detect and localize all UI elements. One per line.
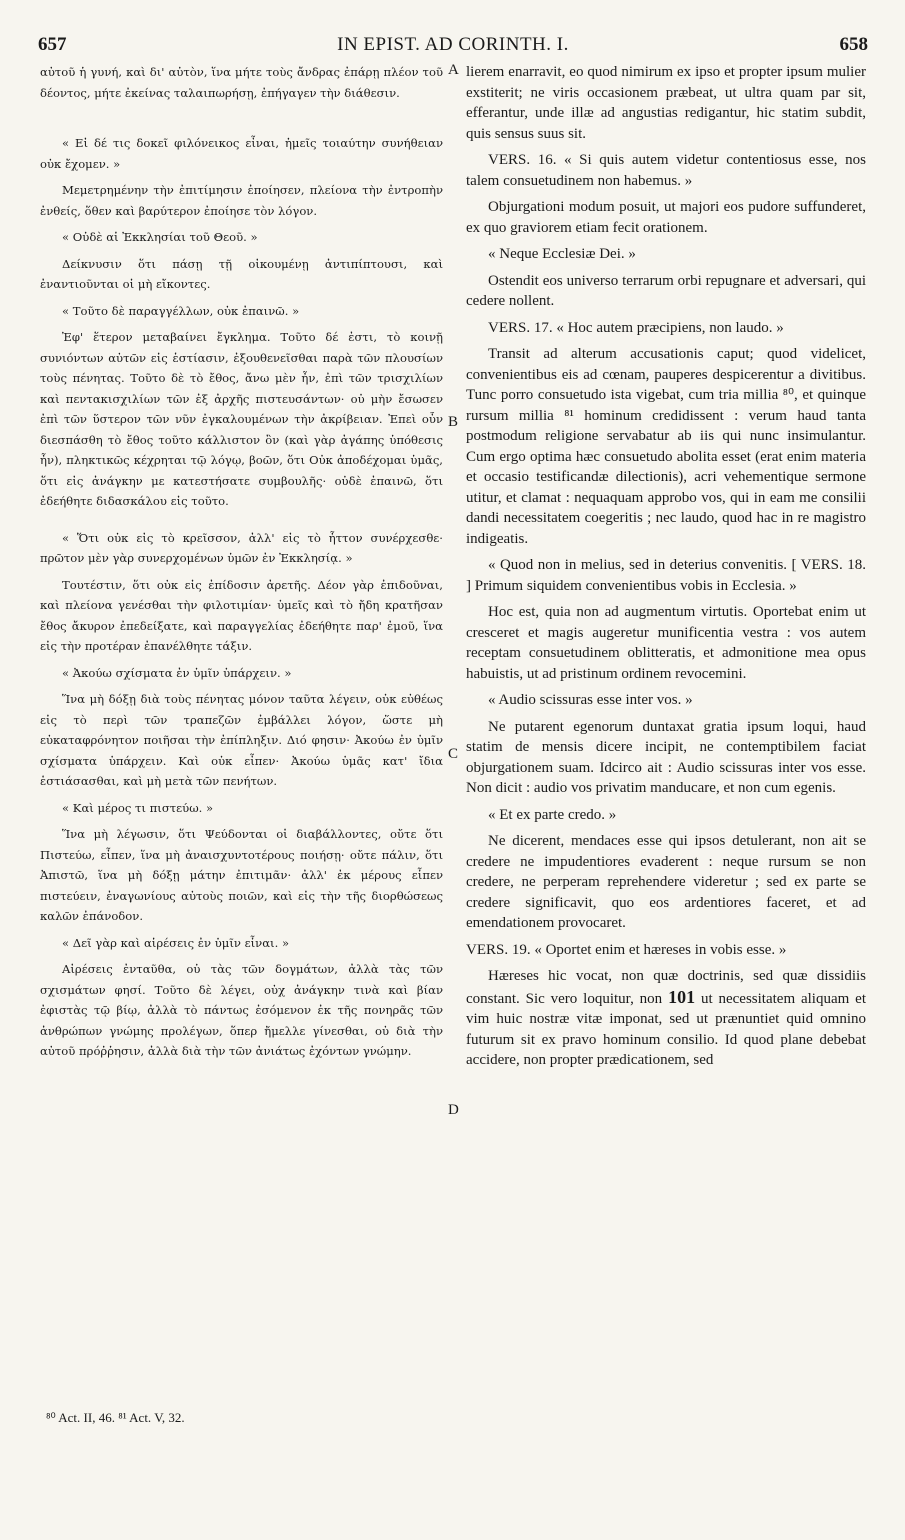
latin-paragraph: Ne dicerent, mendaces esse qui ipsos detulerant, non ait se credere ne impudentiores evaderent : neque rursum se non credere, ne perperam reprehendere videretur ; sed ex parte se credere significavit, quo eos ardentiores faceret, et ad emendationem provocaret. [466, 833, 866, 931]
greek-paragraph: Ἵνα μὴ δόξῃ διὰ τοὺς πένητας μόνον ταῦτα λέγειν, οὐκ εὐθέως εἰς τὸ περὶ τῶν τραπεζῶν ἐμβάλλει λόγον, ὥστε μὴ εὐκαταφρόνητον ποιῆσαι τὴν ἐπίπληξιν. Διό φησιν· Ἀκούω ἐν ὑμῖν σχίσματα ὑπάρχειν. Καὶ οὐκ εἶπεν· Ἀκούω ὑμᾶς κατ' ἴδια ἑστιάσασθαι, καὶ μὴ μετὰ τῶν πενήτων. [40, 692, 443, 788]
greek-lemma: « Ἀκούω σχίσματα ἐν ὑμῖν ὑπάρχειν. » [62, 665, 292, 680]
column-number: 101 [668, 986, 696, 1007]
latin-lemma: « Quod non in melius, sed in deterius convenitis. [ VERS. 18. ] Primum siquidem convenientibus vobis in Ecclesia. » [466, 557, 866, 594]
latin-paragraph-start: Hæreses hic vocat, non quæ doctrinis, sed quæ dissidiis constant. Sic vero loquitur, non [466, 968, 866, 1007]
greek-paragraph: αὐτοῦ ἡ γυνή, καὶ δι' αὐτὸν, ἵνα μήτε τοὺς ἄνδρας ἐπάρῃ πλέον τοῦ δέοντος, μήτε ἐκείνας ταλαιπωρήσῃ, ἐπήγαγεν τὴν διάθεσιν. [40, 65, 443, 100]
greek-paragraph: Ἐφ' ἕτερον μεταβαίνει ἔγκλημα. Τοῦτο δέ ἐστι, τὸ κοινῇ συνιόντων αὐτῶν εἰς ἑστίασιν, ἐξουθενεῖσθαι παρὰ τῶν πλουσίων τοὺς πένητας. Τοῦτο δὲ τὸ ἔθος, ἄνω μὲν ἦν, ἐπὶ τῶν τρισχιλίων καὶ πεντακισχιλίων τῶν ἐξ ἀρχῆς πιστευσάντων· οὐ μὴν ἔσωσεν ἐπὶ τῶν ὕστερον τῶν νῦν ἐγκαλουμένων τὴν ἀκρίβειαν. Ἐπεὶ οὖν διεσπάσθη τὸ ἔθος τοῦτο κάλλιστον ὂν (καὶ γὰρ ἀγάπης ὑπόθεσις ἦν), πληκτικῶς κέχρηται τῷ λόγῳ, βοῶν, ὅτι Οὐκ ἀποδέχομαι ὑμᾶς, ὅτι εἰς ἀνάγκην με κατεστήσατε συμβουλῆς· οὐδὲ ἐπαινῶ, ὅτι ἐδεήθητε διδασκάλου εἰς τοῦτο. [40, 330, 443, 508]
margin-letter-d: D [448, 1102, 459, 1118]
margin-letter-a: A [448, 62, 459, 78]
latin-lemma: « Audio scissuras esse inter vos. » [488, 692, 693, 708]
latin-paragraph [466, 966, 866, 1071]
greek-paragraph: Ἵνα μὴ λέγωσιν, ὅτι Ψεύδονται οἱ διαβάλλοντες, οὔτε ὅτι Πιστεύω, εἶπεν, ἵνα μὴ ἀναισχυντοτέρους ποιήσῃ· οὔτε πάλιν, ὅτι Ἀπιστῶ, ἵνα μὴ δόξῃ μάτην ἐπιτιμᾶν· ἀλλ' ἐκ μέρους εἶπεν πιστεύειν, ἐναγωνίους αὐτοὺς ποιῶν, καὶ εἰς τὴν τῆς διορθώσεως καλῶν ἐπάνοδον. [40, 827, 443, 923]
greek-paragraph: Μεμετρημένην τὴν ἐπιτίμησιν ἐποίησεν, πλείονα τὴν ἐντροπὴν ἐνθείς, ὅθεν καὶ βαρύτερον ἐποίησε τὸν λόγον. [40, 183, 443, 218]
running-header [38, 34, 868, 58]
page-number-left: 657 [38, 34, 67, 55]
latin-column [466, 62, 866, 1077]
greek-lemma: « Εἰ δέ τις δοκεῖ φιλόνεικος εἶναι, ἡμεῖς τοιαύτην συνήθειαν οὐκ ἔχομεν. » [40, 136, 443, 171]
latin-paragraph: lierem enarravit, eo quod nimirum ex ipso et propter ipsum mulier exstiterit; ne viris occasionem præbeat, ut ultra quam par sit, efferantur, unde illæ ad angustias redigantur, hic statim subdit, quis sensus suus sit. [466, 64, 866, 142]
greek-lemma: « Δεῖ γὰρ καὶ αἱρέσεις ἐν ὑμῖν εἶναι. » [62, 935, 290, 950]
latin-lemma: VERS. 17. « Hoc autem præcipiens, non laudo. » [488, 319, 784, 336]
footnotes: ⁸⁰ Act. II, 46. ⁸¹ Act. V, 32. [46, 1410, 185, 1425]
latin-paragraph: Transit ad alterum accusationis caput; quod videlicet, convenientibus eis ad cœnam, pauperes despicerentur a divitibus. Tunc porro consuetudo ista vigebat, cum tria millia ⁸⁰, et quinque rursum millia ⁸¹ hominum credidissent : verum haud tanta postmodum religione servabatur ab iis qui nunc insimulantur. Cum ergo optima hæc consuetudo abolita esset (erat enim materia et occasio testificandæ dilectionis), acri vehementique sermone utitur, et clamat : nequaquam approbo vos, qui in eam me consilii dandi necessitatem coegeritis ; nec laudo, quod hac in re magistro indigeatis. [466, 346, 866, 547]
latin-paragraph: Hoc est, quia non ad augmentum virtutis. Oportebat enim ut cresceret et magis augeretur munificentia vestra : vos autem receptam consuetudinem oblitteratis, et admonitione mea opus habuistis, ut ad pristinum ordinem revocemini. [466, 604, 866, 682]
latin-lemma: « Et ex parte credo. » [488, 806, 617, 823]
greek-column [40, 62, 443, 1068]
margin-letter-b: B [448, 414, 459, 430]
margin-letter-c: C [448, 746, 459, 762]
latin-paragraph: Ostendit eos universo terrarum orbi repugnare et adversari, qui cedere nollent. [466, 272, 866, 309]
latin-lemma: « Neque Ecclesiæ Dei. » [488, 246, 636, 262]
greek-paragraph: Τουτέστιν, ὅτι οὐκ εἰς ἐπίδοσιν ἀρετῆς. Δέον γὰρ ἐπιδοῦναι, καὶ πλείονα γενέσθαι τὴν φιλοτιμίαν· ὑμεῖς καὶ τὸ ἤδη κρατῆσαν ἔθος ἄκυρον ἐπεδείξατε, καὶ παραγγελίας ἐδεήθητε παρ' ἐμοῦ, ἵνα εἰς τὴν προτέραν ἐπανέλθητε τάξιν. [40, 577, 443, 653]
greek-paragraph: Δείκνυσιν ὅτι πάσῃ τῇ οἰκουμένῃ ἀντιπίπτουσι, καὶ ἐναντιοῦνται οἱ μὴ εἴκοντες. [40, 256, 443, 291]
greek-lemma: « Οὐδὲ αἱ Ἐκκλησίαι τοῦ Θεοῦ. » [62, 230, 258, 244]
greek-lemma: « Καὶ μέρος τι πιστεύω. » [62, 800, 214, 815]
latin-paragraph: Ne putarent egenorum duntaxat gratia ipsum loqui, haud statim de mensis dicere incipit, ne contemptibilem faciat objurgationem suam. Idcirco ait : Audio scissuras inter vos esse. Non dicit : audio vos privatim manducare, et non cum egenis. [466, 718, 866, 796]
latin-lemma: VERS. 19. « Oportet enim et hæreses in vobis esse. » [466, 941, 787, 958]
greek-lemma: « Τοῦτο δὲ παραγγέλλων, οὐκ ἐπαινῶ. » [62, 303, 300, 318]
greek-paragraph: Αἱρέσεις ἐνταῦθα, οὐ τὰς τῶν δογμάτων, ἀλλὰ τὰς τῶν σχισμάτων φησί. Τοῦτο δὲ λέγει, οὐχ ἀνάγκην τινὰ καὶ βίαν ἐφιστὰς τῷ βίῳ, ἀλλὰ τὸ πάντως ἐσόμενον ἐκ τῆς πονηρᾶς τῶν ἀνθρώπων γνώμης προλέγων, ὅπερ ἤμελλε γίνεσθαι, οὐ διὰ τὴν αὐτοῦ πρόῤῥησιν, ἀλλὰ διὰ τὴν τῶν ἀνιάτως ἐχόντων γνώμην. [40, 962, 443, 1058]
page-number-right: 658 [839, 34, 868, 55]
latin-paragraph-end: ut necessitatem aliquam et vim huic nostræ vitæ imponat, sed ut prænuntiet quid omnino futurum sit ex pravo hominum consilio. Id quod plane debebat accidere, non propter prædicationem, sed [466, 990, 866, 1068]
latin-paragraph: Objurgationi modum posuit, ut majori eos pudore suffunderet, ex quo graviorem etiam fecit orationem. [466, 199, 866, 236]
greek-lemma: « Ὅτι οὐκ εἰς τὸ κρεῖσσον, ἀλλ' εἰς τὸ ἧττον συνέρχεσθε· πρῶτον μὲν γὰρ συνερχομένων ὑμῶν ἐν Ἐκκλησίᾳ. » [40, 530, 443, 565]
latin-lemma: VERS. 16. « Si quis autem videtur contentiosus esse, nos talem consuetudinem non habemus. » [466, 152, 866, 189]
running-title: IN EPIST. AD CORINTH. I. [337, 34, 569, 55]
